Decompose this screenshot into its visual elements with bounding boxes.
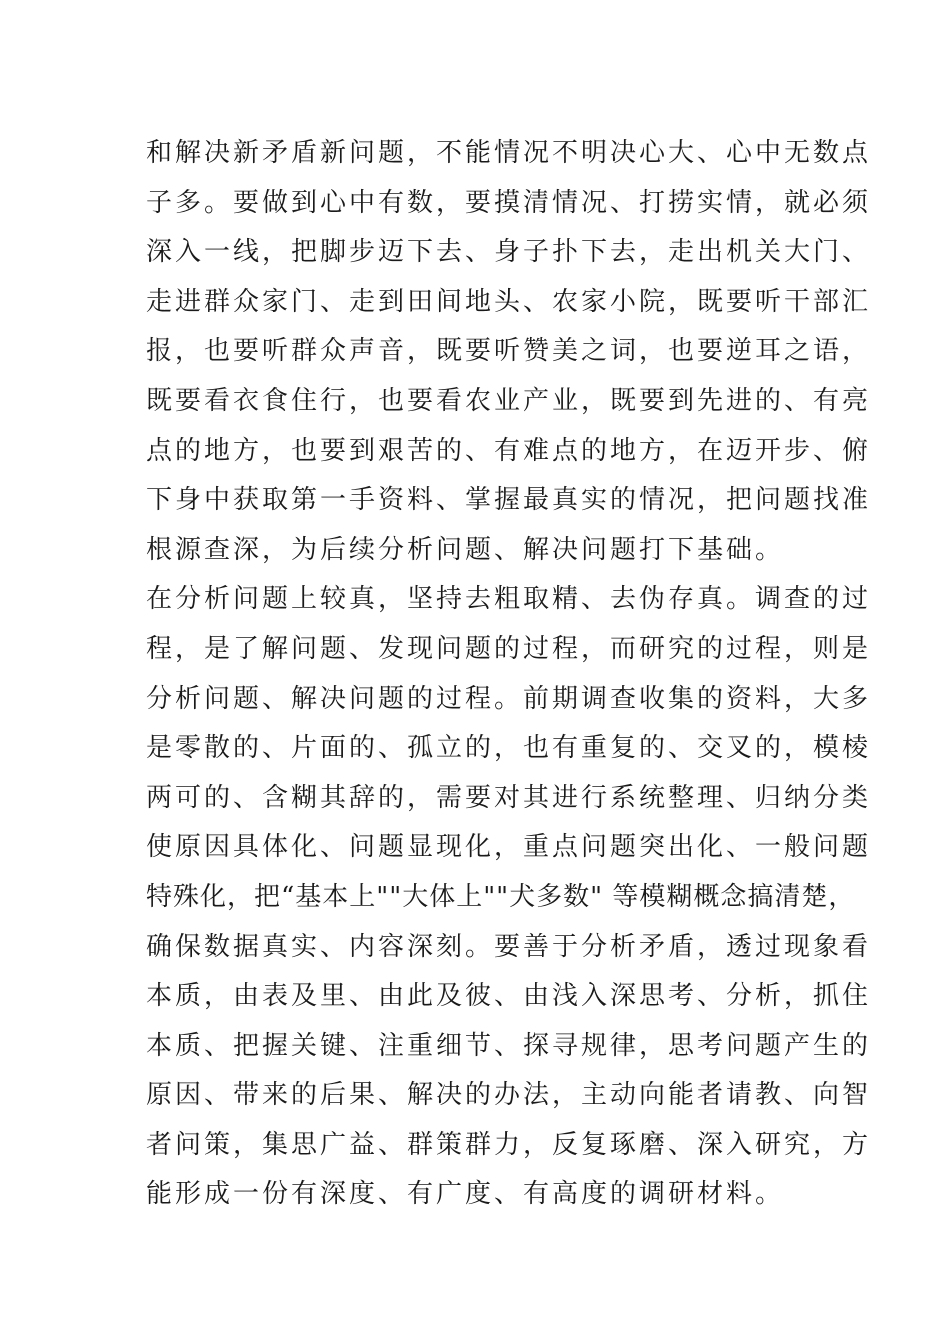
text-line: 既要看衣食住行，也要看农业产业，既要到先进的、有亮 bbox=[146, 385, 872, 416]
text-line: 本质，由表及里、由此及彼、由浅入深思考、分析，抓住 bbox=[146, 981, 872, 1012]
text-line: 本质、把握关键、注重细节、探寻规律，思考问题产生的 bbox=[146, 1030, 872, 1061]
text-line: 特殊化，把“基本上""大体上""犬多数" 等模糊概念搞清楚， bbox=[146, 881, 856, 912]
text-line: 两可的、含糊其辞的，需要对其进行系统整理、归纳分类 bbox=[146, 782, 872, 813]
text-line: 下身中获取第一手资料、掌握最真实的情况，把问题找准 bbox=[146, 485, 872, 516]
text-line: 能形成一份有深度、有广度、有高度的调研材料。 bbox=[146, 1179, 785, 1210]
text-line: 原因、带来的后果、解决的办法，主动向能者请教、向智 bbox=[146, 1080, 872, 1111]
text-line: 使原因具体化、问题显现化，重点问题突出化、一般问题 bbox=[146, 832, 872, 863]
text-line: 和解决新矛盾新问题，不能情况不明决心大、心中无数点 bbox=[146, 138, 872, 168]
text-line: 报，也要听群众声音，既要听赞美之词，也要逆耳之语， bbox=[146, 336, 872, 367]
text-line: 者问策，集思广益、群策群力，反复琢磨、深入研究，方 bbox=[146, 1129, 872, 1160]
text-line: 根源查深，为后续分析问题、解决问题打下基础。 bbox=[146, 534, 785, 565]
text-line: 程，是了解问题、发现问题的过程，而研究的过程，则是 bbox=[146, 633, 872, 664]
text-line: 子多。要做到心中有数，要摸清情况、打捞实情，就必须 bbox=[146, 187, 872, 218]
text-line: 确保数据真实、内容深刻。要善于分析矛盾，透过现象看 bbox=[146, 931, 872, 962]
text-line: 点的地方，也要到艰苦的、有难点的地方，在迈开步、俯 bbox=[146, 435, 872, 466]
body-text bbox=[146, 129, 872, 1220]
paragraph-start-line: 在分析问题上较真，坚持去粗取精、去伪存真。调查的过 bbox=[146, 584, 872, 615]
text-line: 走进群众家门、走到田间地头、农家小院，既要听干部汇 bbox=[146, 286, 872, 317]
text-line: 分析问题、解决问题的过程。前期调查收集的资料，大多 bbox=[146, 683, 872, 714]
text-line: 深入一线，把脚步迈下去、身子扑下去，走出机关大门、 bbox=[146, 237, 872, 268]
text-line: 是零散的、片面的、孤立的，也有重复的、交叉的，模棱 bbox=[146, 733, 872, 764]
